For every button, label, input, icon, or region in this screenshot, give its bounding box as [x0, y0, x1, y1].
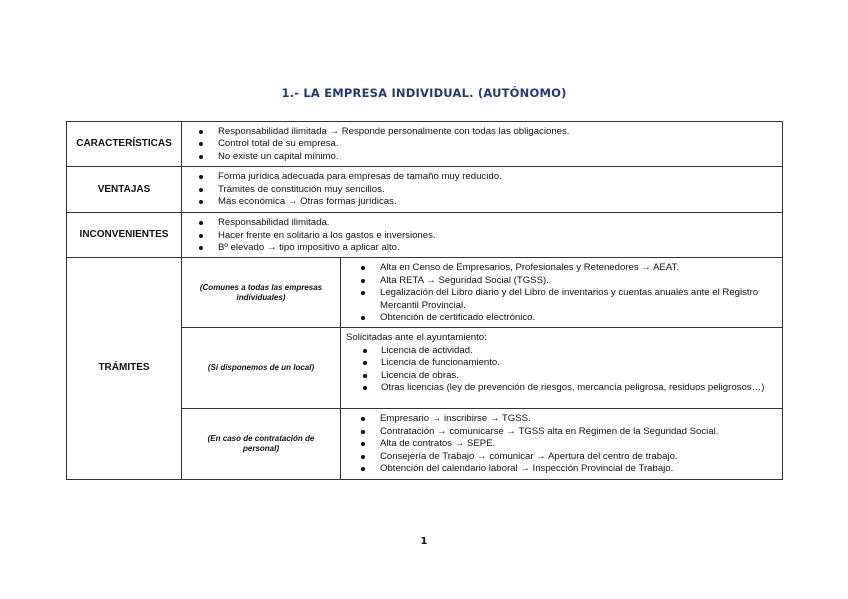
list-item: Legalización del Libro diario y del Libro de inventarios y cuentas anuales ante el Registro Mercantil Provincial.: [345, 287, 778, 312]
tramites-comunes-content: [341, 258, 783, 328]
inconvenientes-list: [186, 217, 778, 254]
row-label-inconvenientes: INCONVENIENTES: [67, 213, 182, 258]
row-inconvenientes: [67, 213, 783, 258]
company-info-table: [66, 121, 783, 480]
tramites-personal-content: [341, 409, 783, 479]
list-item: No existe un capital mínimo.: [186, 151, 778, 163]
row-caracteristicas: [67, 122, 783, 167]
tramites-local-content: [341, 328, 783, 409]
row-content-caracteristicas: [182, 122, 783, 167]
list-item: Alta en Censo de Empresarios, Profesionales y Retenedores → AEAT.: [345, 262, 778, 274]
list-item: Control total de su empresa.: [186, 138, 778, 150]
list-item: Responsabilidad ilimitada → Responde personalmente con todas las obligaciones.: [186, 126, 778, 138]
sublabel-comunes: (Comunes a todas las empresas individuales): [182, 258, 341, 328]
list-item: Alta RETA → Seguridad Social (TGSS).: [345, 275, 778, 287]
tramites-personal-list: [345, 413, 778, 475]
sublabel-personal: (En caso de contratación de personal): [182, 409, 341, 479]
row-label-caracteristicas: CARACTERÍSTICAS: [67, 122, 182, 167]
list-item: Obtención del calendario laboral → Inspección Provincial de Trabajo.: [345, 463, 778, 475]
ventajas-list: [186, 171, 778, 208]
sublabel-local: (Si disponemos de un local): [182, 328, 341, 409]
list-item: Licencia de funcionamiento.: [345, 357, 778, 369]
row-content-inconvenientes: [182, 213, 783, 258]
list-item: Obtención de certificado electrónico.: [345, 312, 778, 324]
tramites-comunes-list: [345, 262, 778, 324]
row-label-ventajas: VENTAJAS: [67, 167, 182, 213]
list-item: Forma jurídica adecuada para empresas de tamaño muy reducido.: [186, 171, 778, 183]
list-item: Licencia de obras.: [345, 370, 778, 382]
caracteristicas-list: [186, 126, 778, 163]
list-item: Más económica → Otras formas jurídicas.: [186, 196, 778, 208]
row-ventajas: [67, 167, 783, 213]
row-tramites-comunes: [67, 258, 783, 328]
list-item: Consejería de Trabajo → comunicar → Apertura del centro de trabajo.: [345, 451, 778, 463]
list-item: Responsabilidad ilimitada.: [186, 217, 778, 229]
row-content-ventajas: [182, 167, 783, 213]
local-intro: Solicitadas ante el ayuntamiento:: [346, 332, 487, 344]
list-item: Alta de contratos → SEPE.: [345, 438, 778, 450]
list-item: Otras licencias (ley de prevención de riesgos, mercancía peligrosa, residuos peligrosos…): [345, 382, 778, 394]
list-item: Contratación → comunicarse → TGSS alta en Régimen de la Seguridad Social.: [345, 426, 778, 438]
tramites-local-list: [345, 345, 778, 395]
list-item: Bº elevado → tipo impositivo a aplicar alto.: [186, 242, 778, 254]
list-item: Hacer frente en solitario a los gastos e inversiones.: [186, 230, 778, 242]
list-item: Licencia de actividad.: [345, 345, 778, 357]
list-item: Empresario → inscribirse → TGSS.: [345, 413, 778, 425]
document-title: 1.- LA EMPRESA INDIVIDUAL. (AUTÓNOMO): [281, 86, 567, 100]
page-number: 1: [420, 536, 428, 547]
list-item: Trámites de constitución muy sencillos.: [186, 184, 778, 196]
row-label-tramites: TRÁMITES: [67, 258, 182, 479]
